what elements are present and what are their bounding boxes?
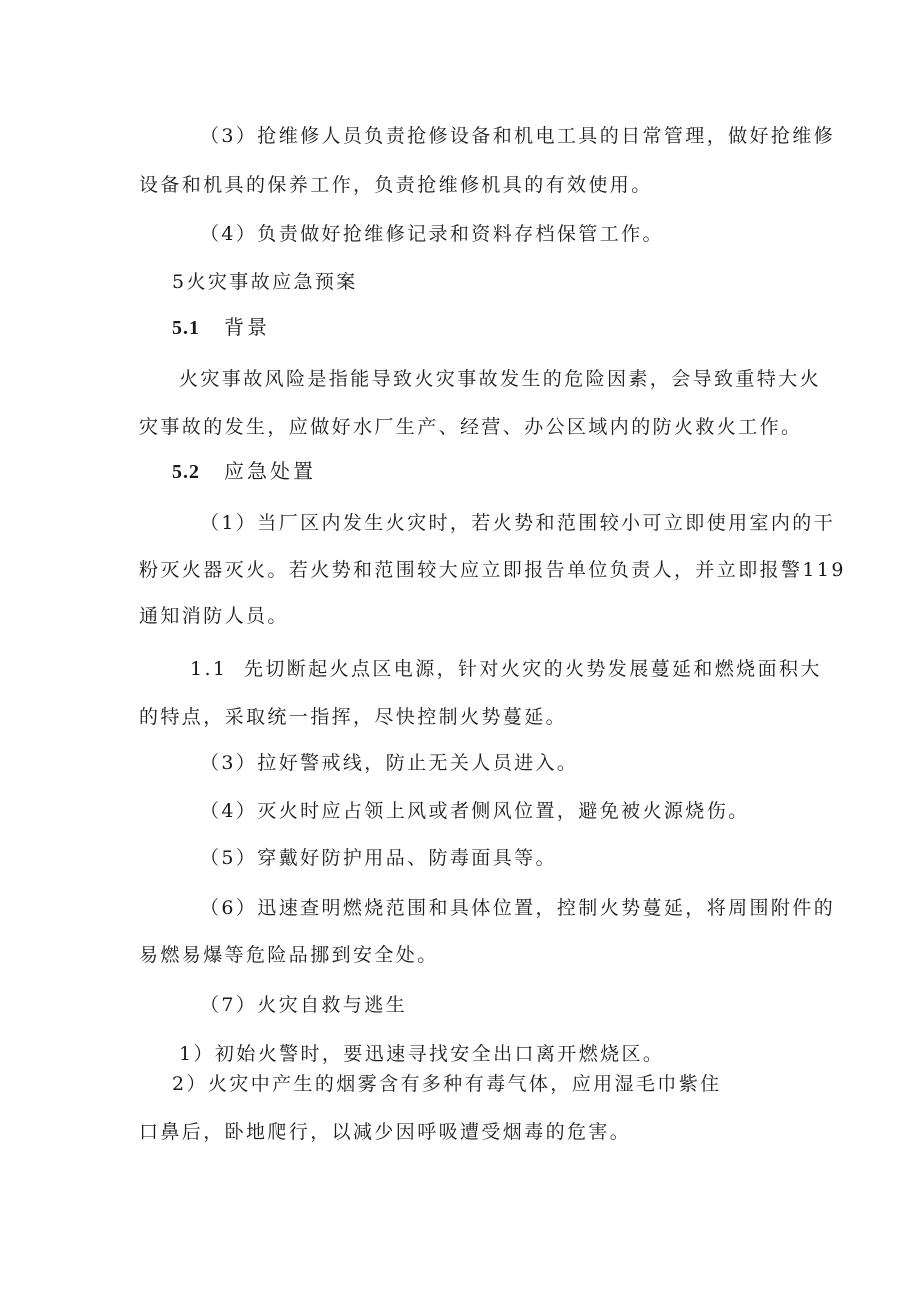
paragraph-4: （4）负责做好抢维修记录和资料存档保管工作。	[200, 223, 664, 245]
escape-item-2-line-2: 口鼻后，卧地爬行，以减少因呼吸遭受烟毒的危害。	[139, 1121, 632, 1143]
section-5-2-number: 5.2	[172, 461, 200, 483]
section-5-2-title: 应急处置	[224, 459, 316, 483]
response-item-1-1-line-2: 的特点，采取统一指挥，尽快控制火势蔓延。	[139, 706, 568, 728]
escape-item-2-line-1: 2）火灾中产生的烟雾含有多种有毒气体，应用湿毛巾紫住	[172, 1073, 722, 1095]
response-item-1-line-3: 通知消防人员。	[139, 605, 289, 627]
response-item-3: （3）拉好警戒线，防止无关人员进入。	[200, 752, 579, 774]
section-5-1-heading	[172, 315, 270, 340]
response-item-6-line-1: （6）迅速查明燃烧范围和具体位置，控制火势蔓延，将周围附件的	[200, 897, 836, 919]
response-item-1-1-number: 1.1	[190, 658, 228, 680]
section-5-1-title: 背景	[224, 315, 270, 339]
response-item-5: （5）穿戴好防护用品、防毒面具等。	[200, 847, 557, 869]
response-item-7: （7）火灾自救与逃生	[200, 994, 408, 1016]
response-item-1-1-line-1: 先切断起火点区电源，针对火灾的火势发展蔓延和燃烧面积大	[244, 658, 822, 680]
response-item-1-line-2: 粉灭火器灭火。若火势和范围较大应立即报告单位负责人，并立即报警119	[139, 559, 846, 581]
background-line-2: 灾事故的发生，应做好水厂生产、经营、办公区域内的防火救火工作。	[139, 416, 803, 438]
response-item-1-line-1: （1）当厂区内发生火灾时，若火势和范围较小可立即使用室内的干	[200, 512, 836, 534]
response-item-4: （4）灭火时应占领上风或者侧风位置，避免被火源烧伤。	[200, 800, 750, 822]
paragraph-3-line-2: 设备和机具的保养工作，负责抢维修机具的有效使用。	[139, 174, 653, 196]
response-item-6-line-2: 易燃易爆等危险品挪到安全处。	[139, 944, 439, 966]
background-line-1: 火灾事故风险是指能导致火灾事故发生的危险因素，会导致重特大火	[179, 368, 822, 390]
escape-item-1: 1）初始火警时，要迅速寻找安全出口离开燃烧区。	[179, 1043, 665, 1065]
section-5-2-heading	[172, 459, 316, 484]
section-5-title: 5火灾事故应急预案	[172, 271, 358, 293]
section-5-1-number: 5.1	[172, 317, 200, 339]
paragraph-3-line-1: （3）抢维修人员负责抢修设备和机电工具的日常管理，做好抢维修	[200, 125, 836, 147]
